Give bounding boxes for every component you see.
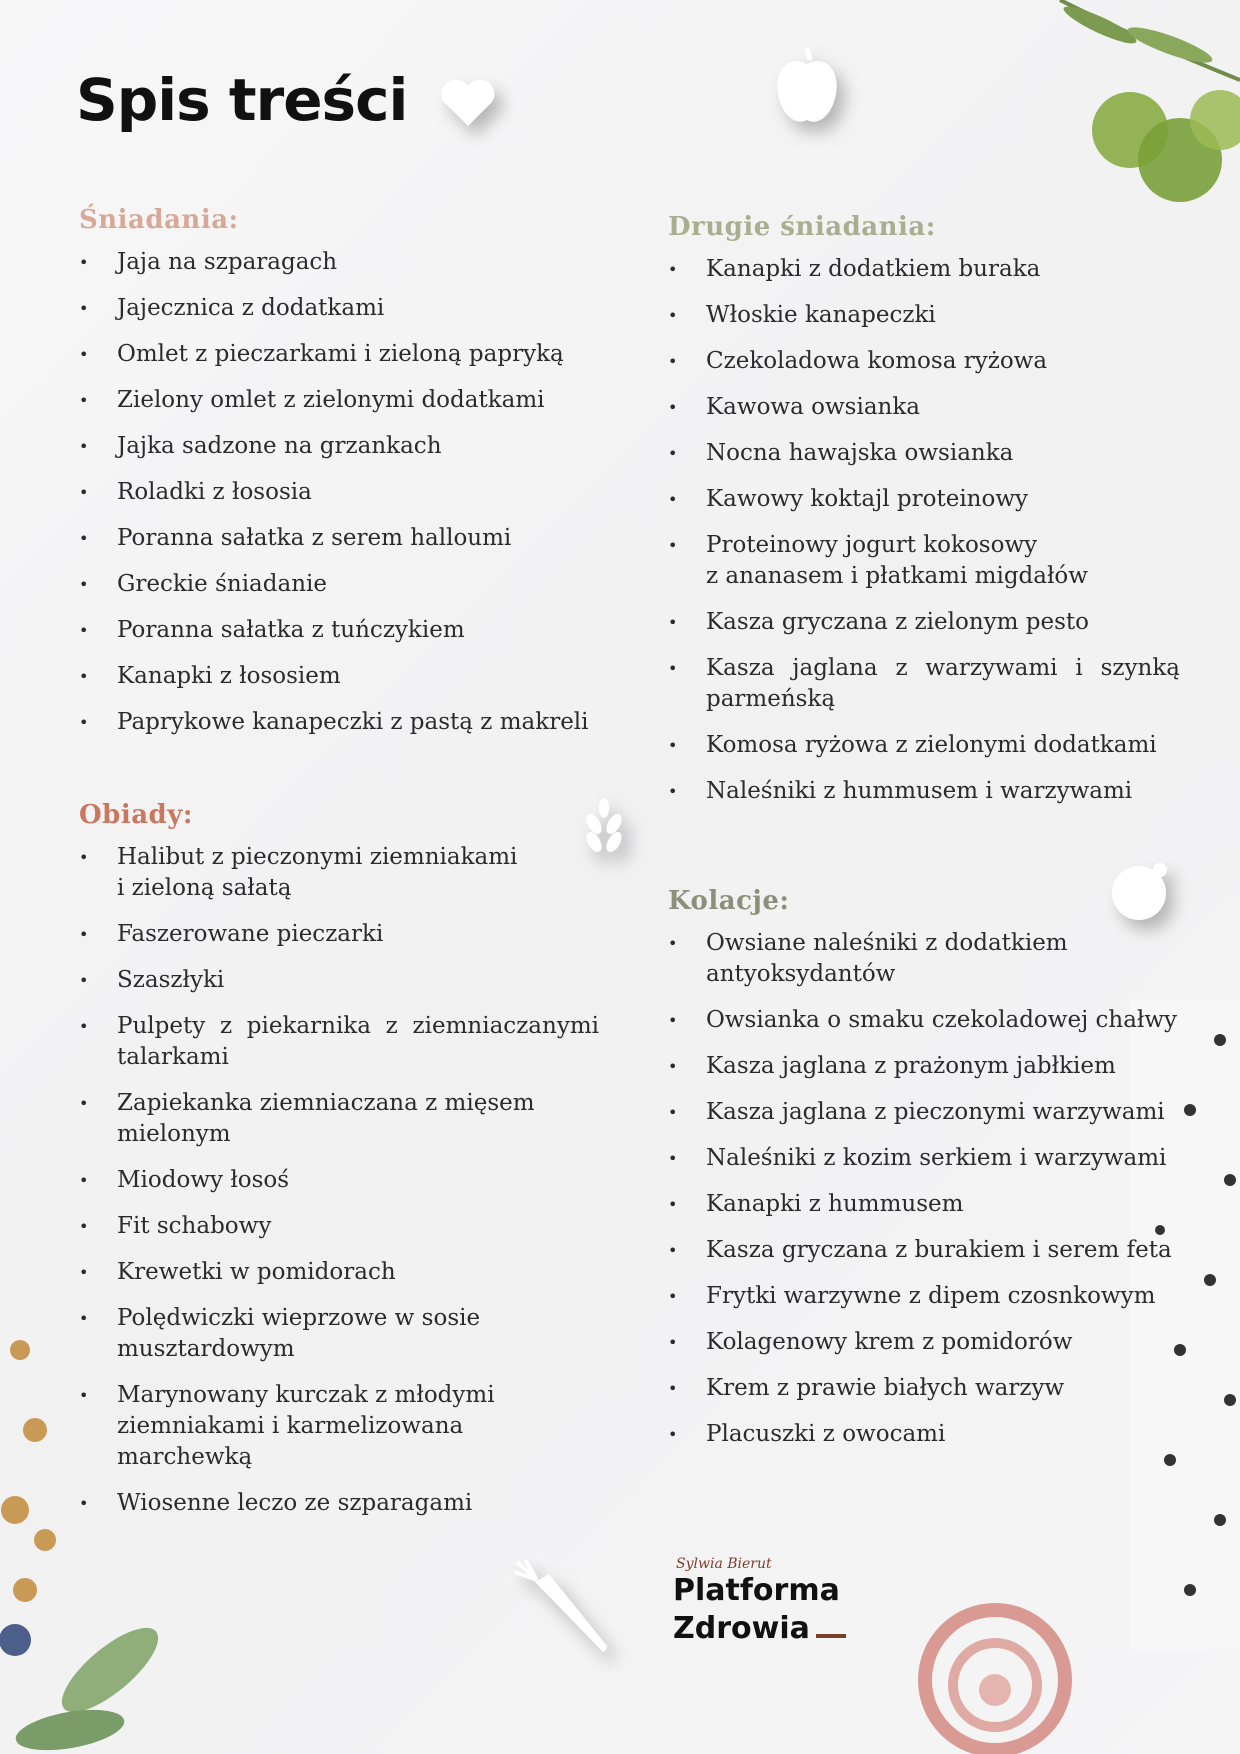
recipe-item: • Halibut z pieczonymi ziemniakami i zieloną sałatą	[79, 842, 599, 904]
recipe-item: • Czekoladowa komosa ryżowa	[668, 346, 1180, 377]
recipe-list	[668, 928, 1180, 1450]
recipe-item: • Owsianka o smaku czekoladowej chałwy	[668, 1005, 1180, 1036]
recipe-item: • Marynowany kurczak z młodymi ziemniakami i karmelizowana marchewką	[79, 1380, 599, 1473]
recipe-item: • Jajka sadzone na grzankach	[79, 431, 599, 462]
recipe-item: • Proteinowy jogurt kokosowy z ananasem i płatkami migdałów	[668, 530, 1180, 592]
recipe-list	[79, 247, 599, 738]
recipe-item: • Krewetki w pomidorach	[79, 1257, 599, 1288]
recipe-item: • Zapiekanka ziemniaczana z mięsem mielonym	[79, 1088, 599, 1150]
section-heading: Drugie śniadania:	[668, 212, 936, 242]
recipe-item: • Krem z prawie białych warzyw	[668, 1373, 1180, 1404]
recipe-item: • Kasza jaglana z warzywami i szynką parmeńską	[668, 653, 1180, 715]
recipe-list	[79, 842, 599, 1519]
section-heading: Obiady:	[79, 800, 193, 830]
recipe-item: • Kawowa owsianka	[668, 392, 1180, 423]
recipe-item: • Włoskie kanapeczki	[668, 300, 1180, 331]
section-heading: Śniadania:	[79, 205, 239, 235]
recipe-item: • Greckie śniadanie	[79, 569, 599, 600]
recipe-item: • Poranna sałatka z tuńczykiem	[79, 615, 599, 646]
recipe-item: • Owsiane naleśniki z dodatkiem antyoksydantów	[668, 928, 1180, 990]
section-heading: Kolacje:	[668, 886, 790, 916]
recipe-item: • Naleśniki z hummusem i warzywami	[668, 776, 1180, 807]
logo-line2: Zdrowia	[673, 1611, 810, 1646]
section-drugie-sniadania	[668, 212, 1180, 822]
page-title: Spis treści	[76, 66, 408, 134]
logo-line1: Platforma	[673, 1573, 840, 1608]
recipe-item: • Nocna hawajska owsianka	[668, 438, 1180, 469]
recipe-item: • Pulpety z piekarnika z ziemniaczanymi talarkami	[79, 1011, 599, 1073]
heart-icon	[440, 78, 496, 128]
recipe-item: • Paprykowe kanapeczki z pastą z makreli	[79, 707, 599, 738]
recipe-item: • Zielony omlet z zielonymi dodatkami	[79, 385, 599, 416]
recipe-list	[668, 254, 1180, 807]
recipe-item: • Kasza gryczana z burakiem i serem feta	[668, 1235, 1180, 1266]
recipe-item: • Kawowy koktajl proteinowy	[668, 484, 1180, 515]
recipe-item: • Kasza jaglana z pieczonymi warzywami	[668, 1097, 1180, 1128]
section-obiady	[79, 800, 599, 1534]
apple-icon	[772, 44, 842, 126]
recipe-item: • Kanapki z hummusem	[668, 1189, 1180, 1220]
recipe-item: • Naleśniki z kozim serkiem i warzywami	[668, 1143, 1180, 1174]
recipe-item: • Szaszłyki	[79, 965, 599, 996]
recipe-item: • Placuszki z owocami	[668, 1419, 1180, 1450]
recipe-item: • Wiosenne leczo ze szparagami	[79, 1488, 599, 1519]
recipe-item: • Faszerowane pieczarki	[79, 919, 599, 950]
recipe-item: • Jajecznica z dodatkami	[79, 293, 599, 324]
recipe-item: • Roladki z łososia	[79, 477, 599, 508]
recipe-item: • Kasza jaglana z prażonym jabłkiem	[668, 1051, 1180, 1082]
herbs-decoration	[1020, 0, 1240, 230]
logo-signature: Sylwia Bierut	[676, 1556, 772, 1572]
recipe-item: • Frytki warzywne z dipem czosnkowym	[668, 1281, 1180, 1312]
carrot-icon	[515, 1560, 610, 1660]
onion-decoration	[915, 1590, 1075, 1754]
recipe-item: • Kanapki z dodatkiem buraka	[668, 254, 1180, 285]
section-kolacje	[668, 886, 1180, 1465]
recipe-item: • Omlet z pieczarkami i zieloną papryką	[79, 339, 599, 370]
recipe-item: • Jaja na szparagach	[79, 247, 599, 278]
recipe-item: • Poranna sałatka z serem halloumi	[79, 523, 599, 554]
platforma-zdrowia-logo	[673, 1556, 846, 1648]
recipe-item: • Polędwiczki wieprzowe w sosie musztardowym	[79, 1303, 599, 1365]
recipe-item: • Kanapki z łososiem	[79, 661, 599, 692]
recipe-item: • Kasza gryczana z zielonym pesto	[668, 607, 1180, 638]
logo-underline	[816, 1634, 846, 1638]
recipe-item: • Kolagenowy krem z pomidorów	[668, 1327, 1180, 1358]
recipe-item: • Miodowy łosoś	[79, 1165, 599, 1196]
section-sniadania	[79, 205, 599, 753]
recipe-item: • Komosa ryżowa z zielonymi dodatkami	[668, 730, 1180, 761]
recipe-item: • Fit schabowy	[79, 1211, 599, 1242]
